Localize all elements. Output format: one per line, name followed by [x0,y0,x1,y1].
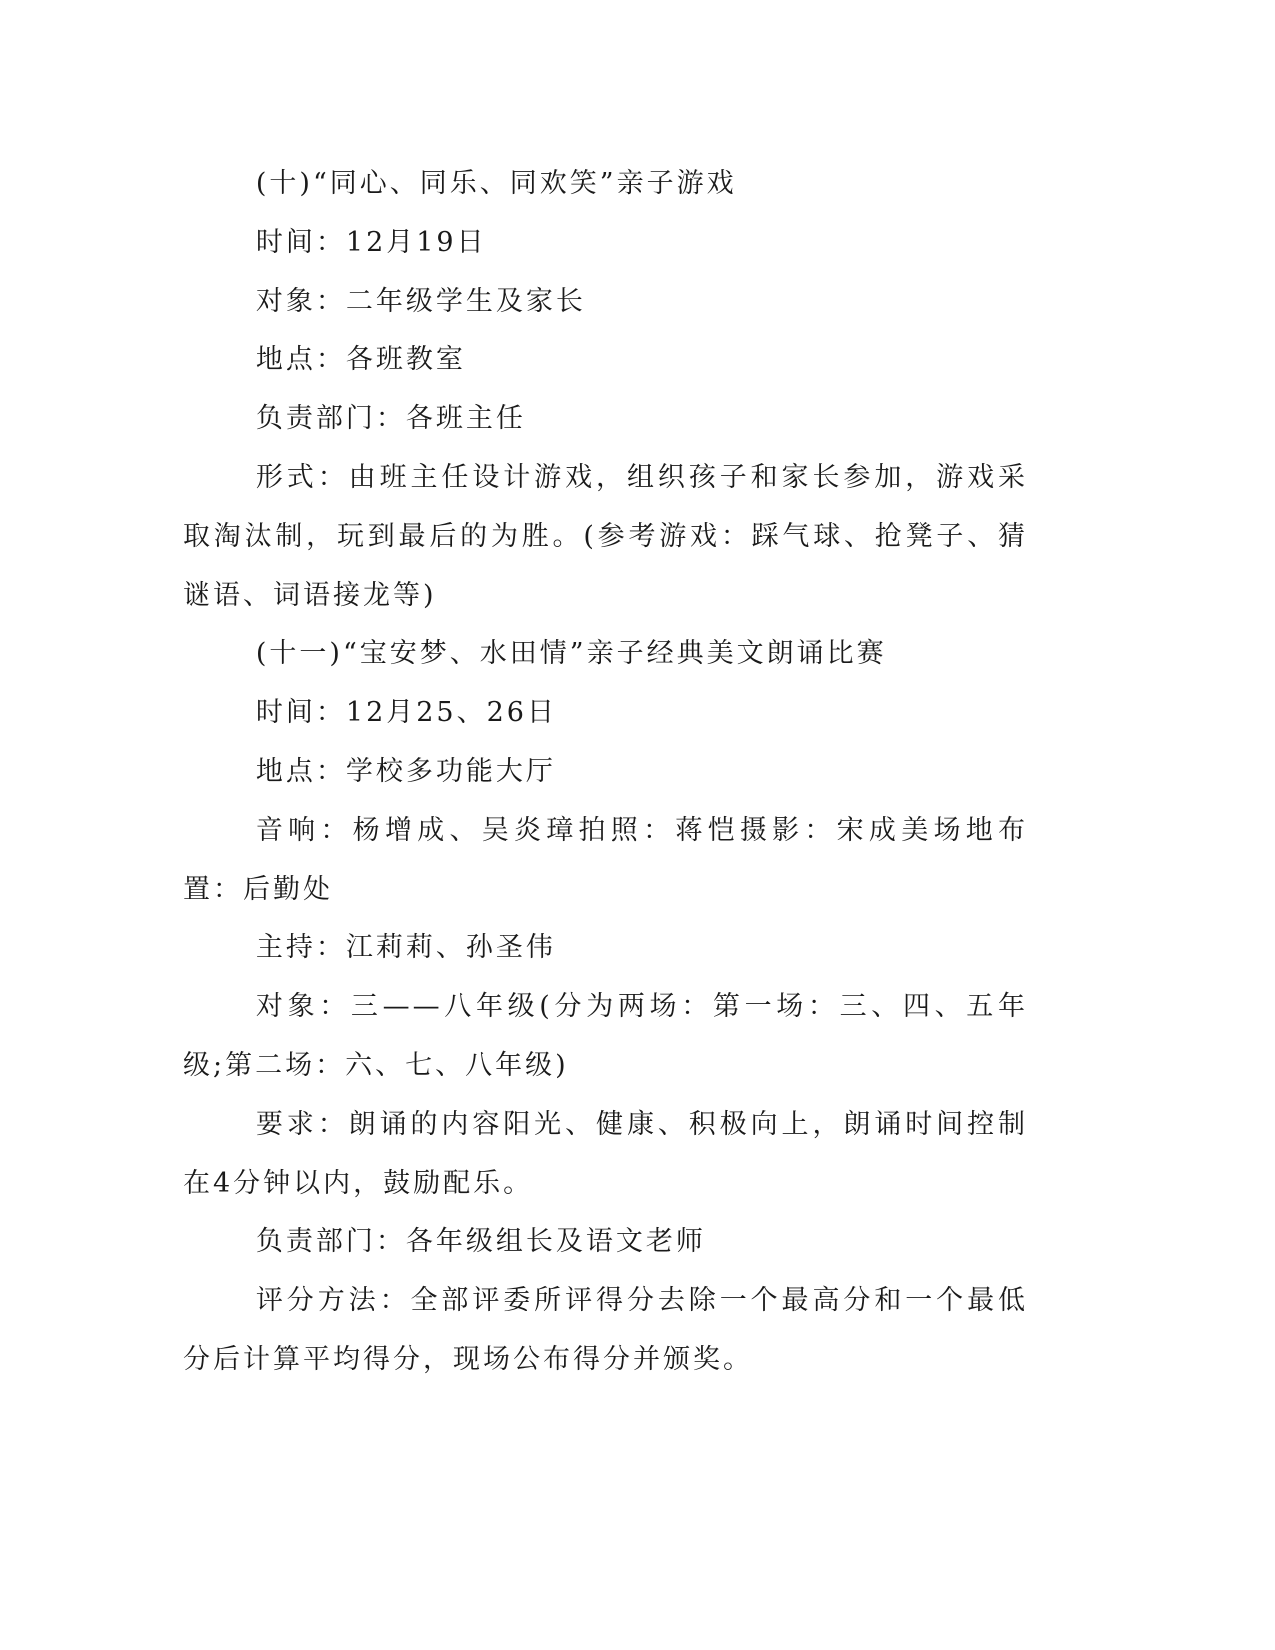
section-11-requirements: 要求：朗诵的内容阳光、健康、积极向上，朗诵时间控制在4分钟以内，鼓励配乐。 [183,1108,1028,1199]
section-10-time: 时间：12月19日 [255,226,487,258]
section-10-heading: (十)“同心、同乐、同欢笑”亲子游戏 [255,168,737,199]
section-11-heading: (十一)“宝安梦、水田情”亲子经典美文朗诵比赛 [255,638,887,670]
section-11-audience: 对象：三——八年级(分为两场：第一场：三、四、五年级;第二场：六、七、八年级) [183,991,1028,1081]
section-10-location: 地点：各班教室 [255,344,466,376]
document-body [183,155,1028,1390]
section-11-scoring: 评分方法：全部评委所评得分去除一个最高分和一个最低分后计算平均得分，现场公布得分并颁奖。 [183,1285,1028,1375]
section-11-time: 时间：12月25、26日 [255,697,557,729]
section-10-audience: 对象：二年级学生及家长 [255,285,586,317]
section-11-hosts: 主持：江莉莉、孙圣伟 [255,932,556,964]
section-11-location: 地点：学校多功能大厅 [255,755,556,787]
section-11-department: 负责部门：各年级组长及语文老师 [255,1226,706,1258]
section-10-format: 形式：由班主任设计游戏，组织孩子和家长参加，游戏采取淘汰制，玩到最后的为胜。(参考游戏：踩气球、抢凳子、猜谜语、词语接龙等) [183,461,1028,611]
section-11-staff: 音响：杨增成、吴炎璋拍照：蒋恺摄影：宋成美场地布置：后勤处 [183,814,1028,905]
section-10-department: 负责部门：各班主任 [255,403,526,435]
